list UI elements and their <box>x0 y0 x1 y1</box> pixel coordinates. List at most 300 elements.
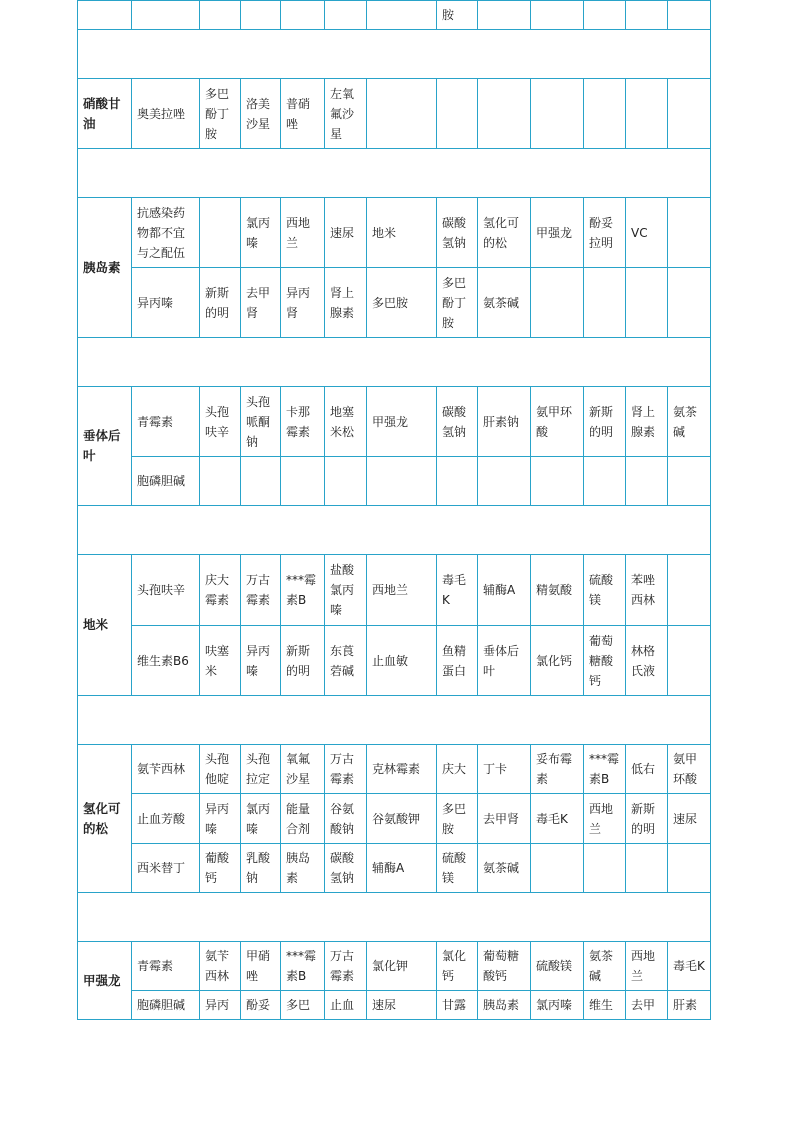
table-cell <box>325 387 367 457</box>
cell-text: 氯丙嗪 <box>246 215 271 250</box>
table-cell <box>437 198 478 268</box>
drug-name-cell <box>78 555 132 696</box>
cell-text: 垂体后叶 <box>483 643 520 678</box>
cell-text: 速尿 <box>330 225 355 240</box>
cell-text: 鱼精蛋白 <box>442 643 467 678</box>
table-cell <box>626 745 668 794</box>
table-cell <box>584 844 626 893</box>
table-cell <box>626 1 668 30</box>
cell-text: 乳酸钠 <box>246 851 271 885</box>
table-cell <box>531 991 584 1020</box>
cell-text: 毒毛K <box>442 573 467 607</box>
table-cell <box>531 745 584 794</box>
table-cell <box>437 387 478 457</box>
table-cell <box>325 79 367 149</box>
cell-text: 万古霉素 <box>330 949 355 983</box>
table-cell <box>281 844 325 893</box>
cell-text: 西地兰 <box>372 583 409 597</box>
table-cell <box>626 626 668 696</box>
table-cell <box>437 794 478 844</box>
cell-text: 新斯的明 <box>631 801 656 836</box>
table-cell <box>626 844 668 893</box>
table-cell <box>437 745 478 794</box>
cell-text: 头孢拉定 <box>246 752 271 786</box>
table-cell <box>531 1 584 30</box>
cell-text: 东莨菪碱 <box>330 643 355 678</box>
cell-text: 西地兰 <box>631 949 656 983</box>
table-cell <box>200 991 241 1020</box>
table-cell <box>325 268 367 338</box>
cell-text: 万古霉素 <box>246 573 271 607</box>
cell-text: 异丙嗪 <box>246 643 271 678</box>
table-cell <box>367 794 437 844</box>
cell-text: 维生素B6 <box>137 653 189 668</box>
table-cell <box>132 198 200 268</box>
cell-text: 庆大霉素 <box>205 573 230 607</box>
table-cell <box>668 268 711 338</box>
drug-name-cell <box>78 79 132 149</box>
cell-text: 异丙肾 <box>286 285 311 320</box>
table-cell <box>478 626 531 696</box>
table-cell <box>132 991 200 1020</box>
cell-text: 止血 <box>330 998 355 1012</box>
table-cell <box>281 626 325 696</box>
cell-text: 地米 <box>372 225 397 240</box>
table-cell <box>626 268 668 338</box>
table-cell <box>668 942 711 991</box>
cell-text: 新斯的明 <box>589 404 614 439</box>
table-cell <box>367 942 437 991</box>
table-cell <box>478 268 531 338</box>
cell-text: 止血芳酸 <box>137 811 186 826</box>
table-cell <box>367 844 437 893</box>
cell-text: 氨苄西林 <box>137 762 186 776</box>
cell-text: 甲硝唑 <box>246 949 271 983</box>
table-cell <box>281 1 325 30</box>
table-cell <box>531 387 584 457</box>
drug-name-cell <box>78 942 132 1020</box>
table-cell <box>478 745 531 794</box>
table-cell <box>584 626 626 696</box>
cell-text: 硫酸镁 <box>589 573 614 607</box>
table-row <box>78 942 711 991</box>
table-cell <box>200 844 241 893</box>
table-cell <box>437 991 478 1020</box>
cell-text: 妥布霉素 <box>536 752 573 786</box>
cell-text: 酚妥拉明 <box>589 215 614 250</box>
cell-text: 异丙嗪 <box>205 801 230 836</box>
table-cell <box>367 555 437 626</box>
cell-text: 硫酸镁 <box>536 959 573 973</box>
cell-text: 胺 <box>442 8 455 22</box>
cell-text: 辅酶A <box>372 861 405 875</box>
table-cell <box>367 1 437 30</box>
table-cell <box>584 268 626 338</box>
table-cell <box>531 942 584 991</box>
table-cell <box>200 79 241 149</box>
separator-row <box>78 696 711 745</box>
cell-text: 头孢呋辛 <box>205 404 230 439</box>
table-cell <box>241 794 281 844</box>
drug-name: 胰岛素 <box>83 259 121 275</box>
table-cell <box>281 387 325 457</box>
drug-name-cell <box>78 198 132 338</box>
table-cell <box>437 844 478 893</box>
table-cell <box>325 457 367 506</box>
table-cell <box>132 268 200 338</box>
cell-text: 氨苄西林 <box>205 949 230 983</box>
separator-row <box>78 893 711 942</box>
cell-text: 氨茶碱 <box>483 295 520 310</box>
separator-cell <box>78 149 711 198</box>
table-cell <box>367 991 437 1020</box>
cell-text: 洛美沙星 <box>246 96 271 131</box>
table-cell <box>367 79 437 149</box>
cell-text: 精氨酸 <box>536 583 573 597</box>
cell-text: 速尿 <box>673 811 698 826</box>
cell-text: 头孢呋辛 <box>137 583 186 597</box>
cell-text: 新斯的明 <box>286 643 311 678</box>
separator-cell <box>78 696 711 745</box>
cell-text: 葡酸钙 <box>205 851 230 885</box>
table-cell <box>281 555 325 626</box>
cell-text: 甲强龙 <box>536 225 573 240</box>
table-cell <box>668 745 711 794</box>
drug-name: 氢化可的松 <box>83 800 121 836</box>
separator-row <box>78 338 711 387</box>
cell-text: 氯丙嗪 <box>246 801 271 836</box>
cell-text: 碳酸氢钠 <box>330 851 355 885</box>
table-row <box>78 457 711 506</box>
cell-text: 左氧氟沙星 <box>330 86 355 141</box>
table-cell <box>325 1 367 30</box>
cell-text: 异丙 <box>205 998 230 1012</box>
cell-text: 碳酸氢钠 <box>442 215 467 250</box>
compatibility-table <box>77 0 711 1020</box>
table-cell <box>437 1 478 30</box>
separator-row <box>78 30 711 79</box>
table-cell <box>584 1 626 30</box>
cell-text: 去甲肾 <box>483 811 520 826</box>
cell-text: 盐酸氯丙嗪 <box>330 563 355 617</box>
cell-text: 氨甲环酸 <box>536 404 573 439</box>
cell-text: 氢化可的松 <box>483 215 520 250</box>
cell-text: 多巴酚丁胺 <box>442 275 467 330</box>
cell-text: 林格氏液 <box>631 643 656 678</box>
cell-text: 肾上腺素 <box>330 285 355 320</box>
table-cell <box>478 387 531 457</box>
table-cell <box>132 626 200 696</box>
cell-text: 碳酸氢钠 <box>442 404 467 439</box>
table-row <box>78 991 711 1020</box>
cell-text: 头孢他啶 <box>205 752 230 786</box>
cell-text: 氨甲环酸 <box>673 752 698 786</box>
table-cell <box>200 198 241 268</box>
cell-text: 氨茶碱 <box>673 404 698 439</box>
table-cell <box>531 198 584 268</box>
table-cell <box>626 198 668 268</box>
table-cell <box>132 942 200 991</box>
table-cell <box>668 626 711 696</box>
cell-text: 氨茶碱 <box>483 861 520 875</box>
drug-name-cell <box>78 1 132 30</box>
table-cell <box>200 794 241 844</box>
table-cell <box>325 942 367 991</box>
table-cell <box>200 1 241 30</box>
cell-text: 氨茶碱 <box>589 949 614 983</box>
cell-text: 毒毛K <box>536 811 568 826</box>
cell-text: 青霉素 <box>137 959 174 973</box>
table-cell <box>200 942 241 991</box>
table-cell <box>584 794 626 844</box>
cell-text: 氯化钾 <box>372 959 409 973</box>
cell-text: 速尿 <box>372 998 397 1012</box>
cell-text: 硫酸镁 <box>442 851 467 885</box>
table-cell <box>132 1 200 30</box>
table-row <box>78 387 711 457</box>
cell-text: 胞磷胆碱 <box>137 998 186 1012</box>
separator-row <box>78 506 711 555</box>
cell-text: 肾上腺素 <box>631 404 656 439</box>
table-cell <box>668 79 711 149</box>
table-cell <box>281 457 325 506</box>
table-cell <box>241 991 281 1020</box>
table-cell <box>531 626 584 696</box>
cell-text: 维生 <box>589 998 614 1012</box>
table-cell <box>200 555 241 626</box>
table-cell <box>132 745 200 794</box>
table-cell <box>325 626 367 696</box>
table-cell <box>241 844 281 893</box>
cell-text: 甲强龙 <box>372 414 409 429</box>
table-cell <box>478 794 531 844</box>
table-cell <box>626 457 668 506</box>
table-cell <box>668 844 711 893</box>
table-cell <box>584 942 626 991</box>
table-cell <box>531 457 584 506</box>
table-cell <box>626 555 668 626</box>
cell-text: 氯化钙 <box>442 949 467 983</box>
drug-name: 甲强龙 <box>83 972 121 988</box>
cell-text: 抗感染药物都不宜与之配伍 <box>137 205 186 260</box>
table-cell <box>200 268 241 338</box>
cell-text: 头孢哌酮钠 <box>246 394 271 449</box>
table-cell <box>478 844 531 893</box>
cell-text: 氧氟沙星 <box>286 752 311 786</box>
table-cell <box>325 844 367 893</box>
cell-text: 低右 <box>631 762 656 776</box>
table-cell <box>626 942 668 991</box>
cell-text: 谷氨酸钾 <box>372 811 421 826</box>
table-cell <box>367 268 437 338</box>
cell-text: 多巴酚丁胺 <box>205 86 230 141</box>
separator-row <box>78 149 711 198</box>
table-cell <box>668 794 711 844</box>
table-cell <box>478 555 531 626</box>
table-cell <box>626 387 668 457</box>
table-cell <box>367 457 437 506</box>
table-cell <box>437 942 478 991</box>
table-cell <box>367 198 437 268</box>
table-cell <box>200 457 241 506</box>
table-cell <box>437 457 478 506</box>
table-cell <box>478 942 531 991</box>
table-cell <box>478 991 531 1020</box>
table-row <box>78 844 711 893</box>
cell-text: 止血敏 <box>372 653 409 668</box>
drug-name-cell <box>78 387 132 506</box>
table-cell <box>668 991 711 1020</box>
table-cell <box>668 555 711 626</box>
table-cell <box>531 79 584 149</box>
table-cell <box>132 457 200 506</box>
cell-text: 丁卡 <box>483 762 508 776</box>
cell-text: 胞磷胆碱 <box>137 474 186 488</box>
cell-text: 克林霉素 <box>372 762 421 776</box>
table-cell <box>626 79 668 149</box>
table-cell <box>325 794 367 844</box>
table-cell <box>241 198 281 268</box>
table-cell <box>531 555 584 626</box>
table-cell <box>241 942 281 991</box>
table-cell <box>367 745 437 794</box>
separator-cell <box>78 893 711 942</box>
table-row <box>78 626 711 696</box>
table-cell <box>281 268 325 338</box>
table-cell <box>200 387 241 457</box>
table-cell <box>281 991 325 1020</box>
cell-text: VC <box>631 225 648 240</box>
drug-name: 地米 <box>83 617 109 632</box>
cell-text: 西地兰 <box>589 801 614 836</box>
cell-text: ***霉素B <box>589 752 620 786</box>
table-cell <box>132 794 200 844</box>
cell-text: 辅酶A <box>483 583 516 597</box>
table-cell <box>132 79 200 149</box>
drug-name: 硝酸甘油 <box>83 95 121 131</box>
table-cell <box>132 555 200 626</box>
table-cell <box>241 457 281 506</box>
table-cell <box>325 991 367 1020</box>
cell-text: 普硝唑 <box>286 96 311 131</box>
table-cell <box>325 555 367 626</box>
table-cell <box>531 268 584 338</box>
drug-name: 垂体后叶 <box>83 428 121 463</box>
separator-cell <box>78 338 711 387</box>
cell-text: 庆大 <box>442 762 467 776</box>
table-cell <box>584 387 626 457</box>
table-cell <box>626 794 668 844</box>
cell-text: 苯唑西林 <box>631 573 656 607</box>
table-cell <box>584 555 626 626</box>
table-cell <box>367 626 437 696</box>
table-row <box>78 268 711 338</box>
table-cell <box>241 745 281 794</box>
table-row <box>78 555 711 626</box>
table-cell <box>281 745 325 794</box>
table-cell <box>241 626 281 696</box>
cell-text: 去甲 <box>631 998 656 1012</box>
table-cell <box>531 794 584 844</box>
table-cell <box>584 79 626 149</box>
cell-text: 氯化钙 <box>536 653 573 668</box>
separator-cell <box>78 30 711 79</box>
table-cell <box>241 387 281 457</box>
table-cell <box>584 991 626 1020</box>
table-cell <box>241 79 281 149</box>
drug-name-cell <box>78 745 132 893</box>
table-cell <box>437 555 478 626</box>
cell-text: 青霉素 <box>137 414 174 429</box>
cell-text: 肝素钠 <box>483 414 520 429</box>
table-cell <box>367 387 437 457</box>
table-cell <box>200 626 241 696</box>
table-row <box>78 198 711 268</box>
cell-text: 西地兰 <box>286 215 311 250</box>
table-cell <box>325 745 367 794</box>
table-cell <box>584 745 626 794</box>
table-cell <box>281 942 325 991</box>
table-row <box>78 79 711 149</box>
table-cell <box>241 268 281 338</box>
table-cell <box>200 745 241 794</box>
cell-text: 西米替丁 <box>137 861 186 875</box>
table-cell <box>132 844 200 893</box>
table-cell <box>325 198 367 268</box>
table-cell <box>584 457 626 506</box>
cell-text: 奥美拉唑 <box>137 106 186 121</box>
table-cell <box>478 1 531 30</box>
table-cell <box>437 626 478 696</box>
table-cell <box>281 794 325 844</box>
table-cell <box>668 457 711 506</box>
separator-cell <box>78 506 711 555</box>
table-cell <box>478 457 531 506</box>
cell-text: 呋塞米 <box>205 643 230 678</box>
table-cell <box>668 1 711 30</box>
table-cell <box>281 79 325 149</box>
cell-text: 新斯的明 <box>205 285 230 320</box>
cell-text: 卡那霉素 <box>286 404 311 439</box>
table-cell <box>437 268 478 338</box>
table-cell <box>132 387 200 457</box>
cell-text: ***霉素B <box>286 949 317 983</box>
table-cell <box>626 991 668 1020</box>
table-cell <box>531 844 584 893</box>
cell-text: 酚妥 <box>246 998 271 1012</box>
cell-text: 葡萄糖酸钙 <box>483 949 520 983</box>
cell-text: 葡萄糖酸钙 <box>589 633 614 688</box>
table-cell <box>241 555 281 626</box>
cell-text: 谷氨酸钠 <box>330 801 355 836</box>
table-cell <box>584 198 626 268</box>
cell-text: 胰岛素 <box>483 998 520 1012</box>
cell-text: 异丙嗪 <box>137 295 174 310</box>
table-body <box>78 1 711 1020</box>
table-cell <box>437 79 478 149</box>
cell-text: 地塞米松 <box>330 404 355 439</box>
cell-text: 万古霉素 <box>330 752 355 786</box>
table-cell <box>478 198 531 268</box>
cell-text: 氯丙嗪 <box>536 998 573 1012</box>
table-row <box>78 745 711 794</box>
cell-text: ***霉素B <box>286 573 317 607</box>
table-cell <box>668 387 711 457</box>
cell-text: 甘露 <box>442 998 467 1012</box>
table-cell <box>241 1 281 30</box>
cell-text: 能量合剂 <box>286 801 311 836</box>
table-row <box>78 1 711 30</box>
